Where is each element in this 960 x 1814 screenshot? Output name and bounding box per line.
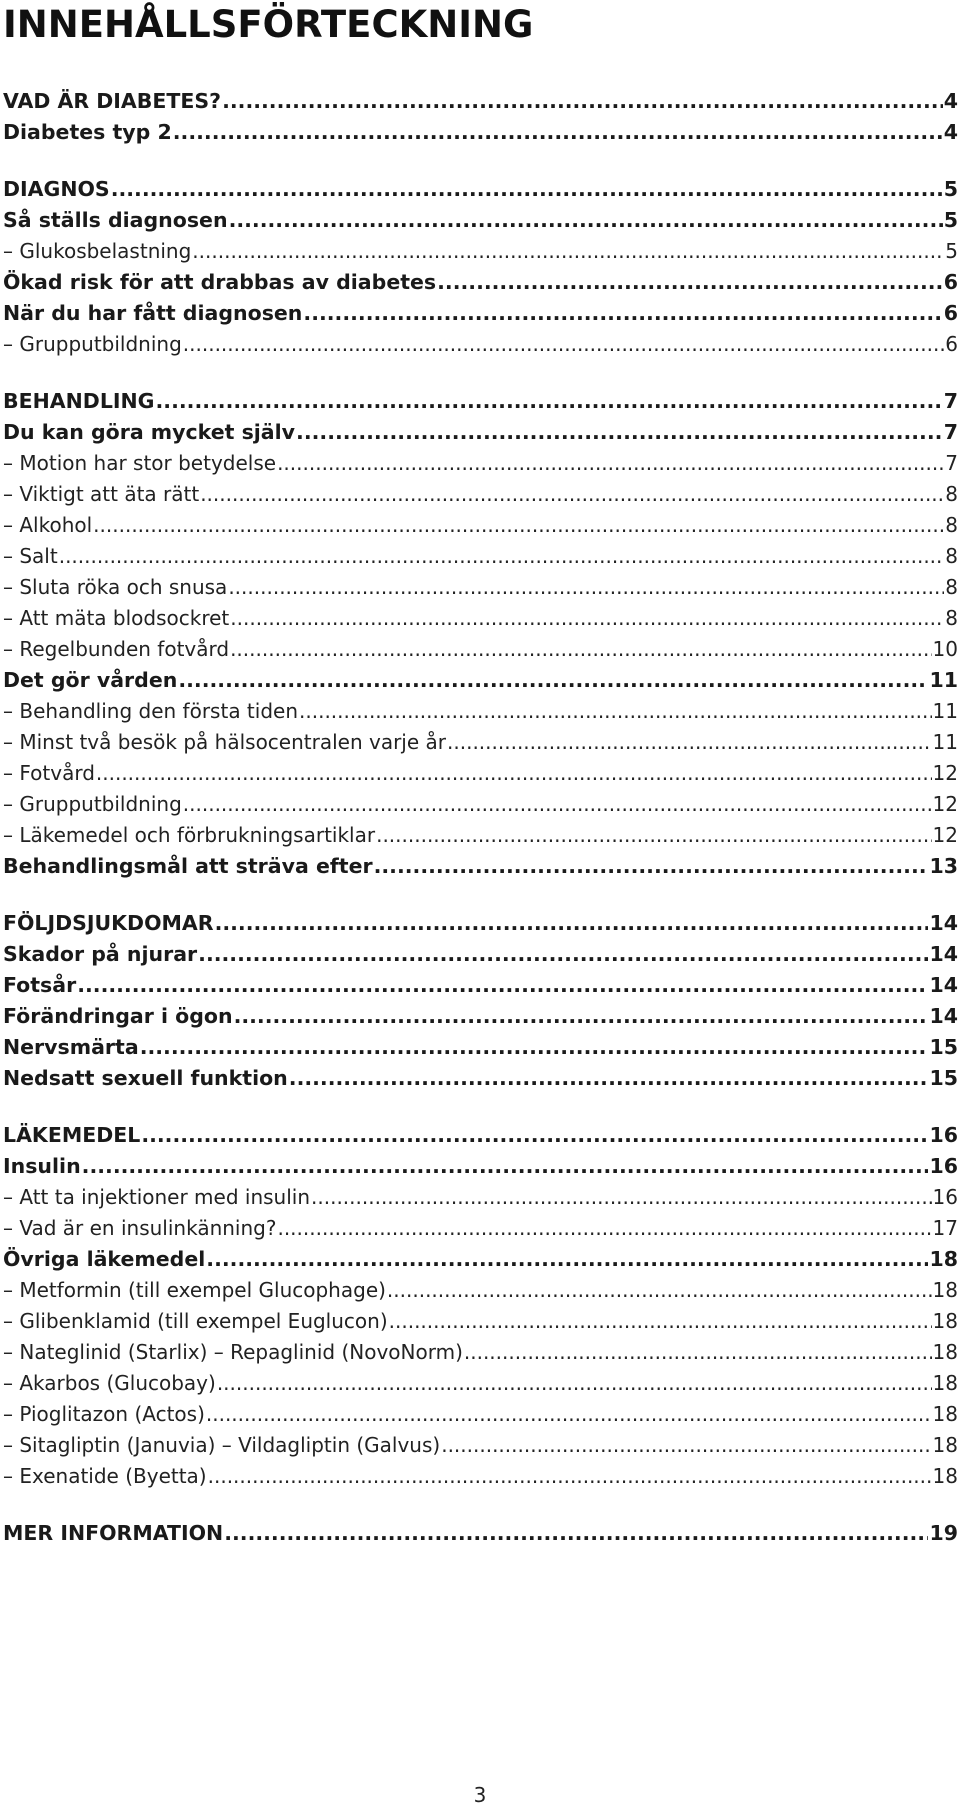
toc-entry-page-number: 12 xyxy=(932,761,958,785)
toc-entry-page-number: 8 xyxy=(945,513,958,537)
toc-entry-page-number: 5 xyxy=(943,177,958,201)
dot-leader xyxy=(441,1433,931,1457)
toc-entry[interactable] xyxy=(3,1216,958,1247)
dot-leader xyxy=(224,1521,928,1545)
dot-leader xyxy=(82,1154,929,1178)
dot-leader xyxy=(229,208,943,232)
toc-entry[interactable] xyxy=(3,482,958,513)
dot-leader xyxy=(208,1464,932,1488)
toc-entry-label: Så ställs diagnosen xyxy=(3,208,228,232)
toc-entry-label: LÄKEMEDEL xyxy=(3,1123,141,1147)
toc-entry-label: – Salt xyxy=(3,544,58,568)
toc-entry[interactable] xyxy=(3,1035,958,1066)
toc-entry[interactable] xyxy=(3,513,958,544)
toc-entry-label: DIAGNOS xyxy=(3,177,110,201)
dot-leader xyxy=(277,1216,931,1240)
toc-entry[interactable] xyxy=(3,637,958,668)
toc-entry[interactable] xyxy=(3,1521,958,1552)
dot-leader xyxy=(228,575,944,599)
dot-leader xyxy=(198,942,928,966)
toc-entry[interactable] xyxy=(3,1247,958,1278)
toc-entry[interactable] xyxy=(3,1340,958,1371)
toc-entry-label: Fotsår xyxy=(3,973,77,997)
toc-entry-page-number: 10 xyxy=(932,637,958,661)
toc-entry[interactable] xyxy=(3,451,958,482)
dot-leader xyxy=(200,482,944,506)
toc-entry-label: BEHANDLING xyxy=(3,389,155,413)
toc-entry[interactable] xyxy=(3,120,958,151)
dot-leader xyxy=(183,332,944,356)
dot-leader xyxy=(234,1004,929,1028)
toc-entry-page-number: 8 xyxy=(945,544,958,568)
toc-entry[interactable] xyxy=(3,761,958,792)
page-title: INNEHÅLLSFÖRTECKNING xyxy=(3,3,534,46)
toc-entry-page-number: 13 xyxy=(929,854,958,878)
toc-entry-page-number: 7 xyxy=(943,389,958,413)
toc-entry-label: Behandlingsmål att sträva efter xyxy=(3,854,373,878)
toc-entry-page-number: 5 xyxy=(945,239,958,263)
toc-entry-page-number: 7 xyxy=(943,420,958,444)
toc-entry[interactable] xyxy=(3,1154,958,1185)
toc-entry[interactable] xyxy=(3,973,958,1004)
dot-leader xyxy=(277,451,944,475)
toc-entry-page-number: 15 xyxy=(929,1066,958,1090)
toc-entry[interactable] xyxy=(3,1004,958,1035)
dot-leader xyxy=(111,177,943,201)
toc-entry-page-number: 14 xyxy=(929,911,958,935)
toc-entry-page-number: 14 xyxy=(929,942,958,966)
dot-leader xyxy=(178,668,928,692)
page-number: 3 xyxy=(473,1783,487,1807)
dot-leader xyxy=(389,1309,932,1333)
toc-entry-label: – Exenatide (Byetta) xyxy=(3,1464,207,1488)
dot-leader xyxy=(96,761,932,785)
toc-entry[interactable] xyxy=(3,730,958,761)
dot-leader xyxy=(206,1402,932,1426)
toc-entry-label: Nervsmärta xyxy=(3,1035,139,1059)
dot-leader xyxy=(296,420,943,444)
dot-leader xyxy=(464,1340,932,1364)
toc-entry[interactable] xyxy=(3,575,958,606)
dot-leader xyxy=(192,239,944,263)
toc-entry-label: – Fotvård xyxy=(3,761,95,785)
toc-entry-page-number: 18 xyxy=(932,1309,958,1333)
dot-leader xyxy=(299,699,932,723)
toc-entry[interactable] xyxy=(3,1066,958,1097)
toc-entry-page-number: 14 xyxy=(929,1004,958,1028)
toc-entry[interactable] xyxy=(3,823,958,854)
toc-entry-label: Diabetes typ 2 xyxy=(3,120,172,144)
toc-entry-label: När du har fått diagnosen xyxy=(3,301,303,325)
dot-leader xyxy=(447,730,932,754)
toc-entry-page-number: 11 xyxy=(932,699,958,723)
toc-entry-label: VAD ÄR DIABETES? xyxy=(3,89,222,113)
toc-entry-page-number: 6 xyxy=(945,332,958,356)
toc-entry-page-number: 14 xyxy=(929,973,958,997)
toc-entry[interactable] xyxy=(3,942,958,973)
dot-leader xyxy=(215,911,929,935)
toc-entry-page-number: 12 xyxy=(932,823,958,847)
toc-entry-page-number: 5 xyxy=(943,208,958,232)
toc-entry[interactable] xyxy=(3,1309,958,1340)
toc-entry-label: – Sitagliptin (Januvia) – Vildagliptin (Galvus) xyxy=(3,1433,441,1457)
toc-entry-page-number: 16 xyxy=(929,1123,958,1147)
toc-entry-page-number: 11 xyxy=(929,668,958,692)
toc-entry-label: – Nateglinid (Starlix) – Repaglinid (NovoNorm) xyxy=(3,1340,463,1364)
toc-entry[interactable] xyxy=(3,1185,958,1216)
toc-entry-label: – Pioglitazon (Actos) xyxy=(3,1402,205,1426)
toc-entry-page-number: 8 xyxy=(945,575,958,599)
dot-leader xyxy=(437,270,943,294)
dot-leader xyxy=(374,854,929,878)
toc-entry-label: MER INFORMATION xyxy=(3,1521,224,1545)
dot-leader xyxy=(217,1371,932,1395)
dot-leader xyxy=(173,120,943,144)
toc-entry-label: – Regelbunden fotvård xyxy=(3,637,230,661)
toc-entry-page-number: 4 xyxy=(943,120,958,144)
dot-leader xyxy=(59,544,945,568)
toc-entry-label: – Att mäta blodsockret xyxy=(3,606,230,630)
toc-entry[interactable] xyxy=(3,699,958,730)
toc-entry-label: Insulin xyxy=(3,1154,81,1178)
dot-leader xyxy=(289,1066,929,1090)
toc-entry-page-number: 18 xyxy=(932,1402,958,1426)
toc-entry-page-number: 19 xyxy=(929,1521,958,1545)
toc-entry-label: Du kan göra mycket själv xyxy=(3,420,296,444)
toc-entry-label: FÖLJDSJUKDOMAR xyxy=(3,911,214,935)
toc-entry-label: Det gör vården xyxy=(3,668,178,692)
toc-entry-page-number: 18 xyxy=(932,1371,958,1395)
toc-entry-page-number: 16 xyxy=(929,1154,958,1178)
dot-leader xyxy=(387,1278,932,1302)
toc-entry[interactable] xyxy=(3,1123,958,1154)
toc-entry[interactable] xyxy=(3,239,958,270)
toc-entry-label: Ökad risk för att drabbas av diabetes xyxy=(3,270,437,294)
toc-entry-label: – Behandling den första tiden xyxy=(3,699,299,723)
toc-entry[interactable] xyxy=(3,606,958,637)
toc-entry-page-number: 17 xyxy=(932,1216,958,1240)
toc-entry[interactable] xyxy=(3,544,958,575)
toc-entry[interactable] xyxy=(3,1433,958,1464)
dot-leader xyxy=(376,823,931,847)
toc-entry[interactable] xyxy=(3,1402,958,1433)
toc-entry[interactable] xyxy=(3,332,958,363)
dot-leader xyxy=(156,389,943,413)
toc-entry-label: – Grupputbildning xyxy=(3,332,182,356)
toc-entry-page-number: 11 xyxy=(932,730,958,754)
toc-entry-label: – Alkohol xyxy=(3,513,93,537)
toc-entry-label: Nedsatt sexuell funktion xyxy=(3,1066,288,1090)
dot-leader xyxy=(303,301,942,325)
toc-entry-page-number: 18 xyxy=(932,1433,958,1457)
toc-entry-page-number: 8 xyxy=(945,606,958,630)
toc-entry-label: – Glibenklamid (till exempel Euglucon) xyxy=(3,1309,388,1333)
toc-entry-label: – Läkemedel och förbrukningsartiklar xyxy=(3,823,376,847)
toc-entry[interactable] xyxy=(3,420,958,451)
toc-entry[interactable] xyxy=(3,301,958,332)
toc-entry[interactable] xyxy=(3,668,958,699)
toc-entry-label: – Att ta injektioner med insulin xyxy=(3,1185,311,1209)
dot-leader xyxy=(77,973,928,997)
dot-leader xyxy=(206,1247,928,1271)
toc-entry-page-number: 6 xyxy=(943,301,958,325)
toc-entry-page-number: 18 xyxy=(932,1340,958,1364)
toc-entry-page-number: 7 xyxy=(945,451,958,475)
toc-entry[interactable] xyxy=(3,854,958,885)
toc-entry[interactable] xyxy=(3,1464,958,1495)
toc-entry[interactable] xyxy=(3,1371,958,1402)
toc-entry[interactable] xyxy=(3,1278,958,1309)
toc-entry-label: – Sluta röka och snusa xyxy=(3,575,228,599)
toc-entry-label: – Akarbos (Glucobay) xyxy=(3,1371,216,1395)
toc-entry-label: – Viktigt att äta rätt xyxy=(3,482,200,506)
toc-entry[interactable] xyxy=(3,208,958,239)
toc-entry-page-number: 18 xyxy=(929,1247,958,1271)
toc-entry-label: – Metformin (till exempel Glucophage) xyxy=(3,1278,386,1302)
dot-leader xyxy=(230,637,931,661)
dot-leader xyxy=(222,89,943,113)
dot-leader xyxy=(230,606,944,630)
toc-entry-label: Förändringar i ögon xyxy=(3,1004,233,1028)
toc-entry-label: Övriga läkemedel xyxy=(3,1247,206,1271)
toc-entry-label: – Vad är en insulinkänning? xyxy=(3,1216,277,1240)
table-of-contents xyxy=(3,89,958,1552)
toc-entry-page-number: 12 xyxy=(932,792,958,816)
toc-entry-page-number: 18 xyxy=(932,1464,958,1488)
dot-leader xyxy=(93,513,944,537)
toc-entry[interactable] xyxy=(3,89,958,120)
toc-entry-label: Skador på njurar xyxy=(3,942,198,966)
toc-entry-label: – Motion har stor betydelse xyxy=(3,451,277,475)
toc-entry-page-number: 15 xyxy=(929,1035,958,1059)
toc-entry-page-number: 8 xyxy=(945,482,958,506)
toc-entry[interactable] xyxy=(3,177,958,208)
toc-entry-label: – Glukosbelastning xyxy=(3,239,192,263)
toc-entry-page-number: 18 xyxy=(932,1278,958,1302)
toc-entry-page-number: 6 xyxy=(943,270,958,294)
dot-leader xyxy=(141,1123,928,1147)
toc-entry[interactable] xyxy=(3,792,958,823)
dot-leader xyxy=(183,792,932,816)
toc-entry[interactable] xyxy=(3,911,958,942)
toc-entry-label: – Grupputbildning xyxy=(3,792,182,816)
dot-leader xyxy=(140,1035,929,1059)
toc-entry-page-number: 16 xyxy=(932,1185,958,1209)
dot-leader xyxy=(311,1185,932,1209)
toc-entry-label: – Minst två besök på hälsocentralen varje år xyxy=(3,730,447,754)
toc-entry-page-number: 4 xyxy=(943,89,958,113)
toc-entry[interactable] xyxy=(3,389,958,420)
toc-entry[interactable] xyxy=(3,270,958,301)
